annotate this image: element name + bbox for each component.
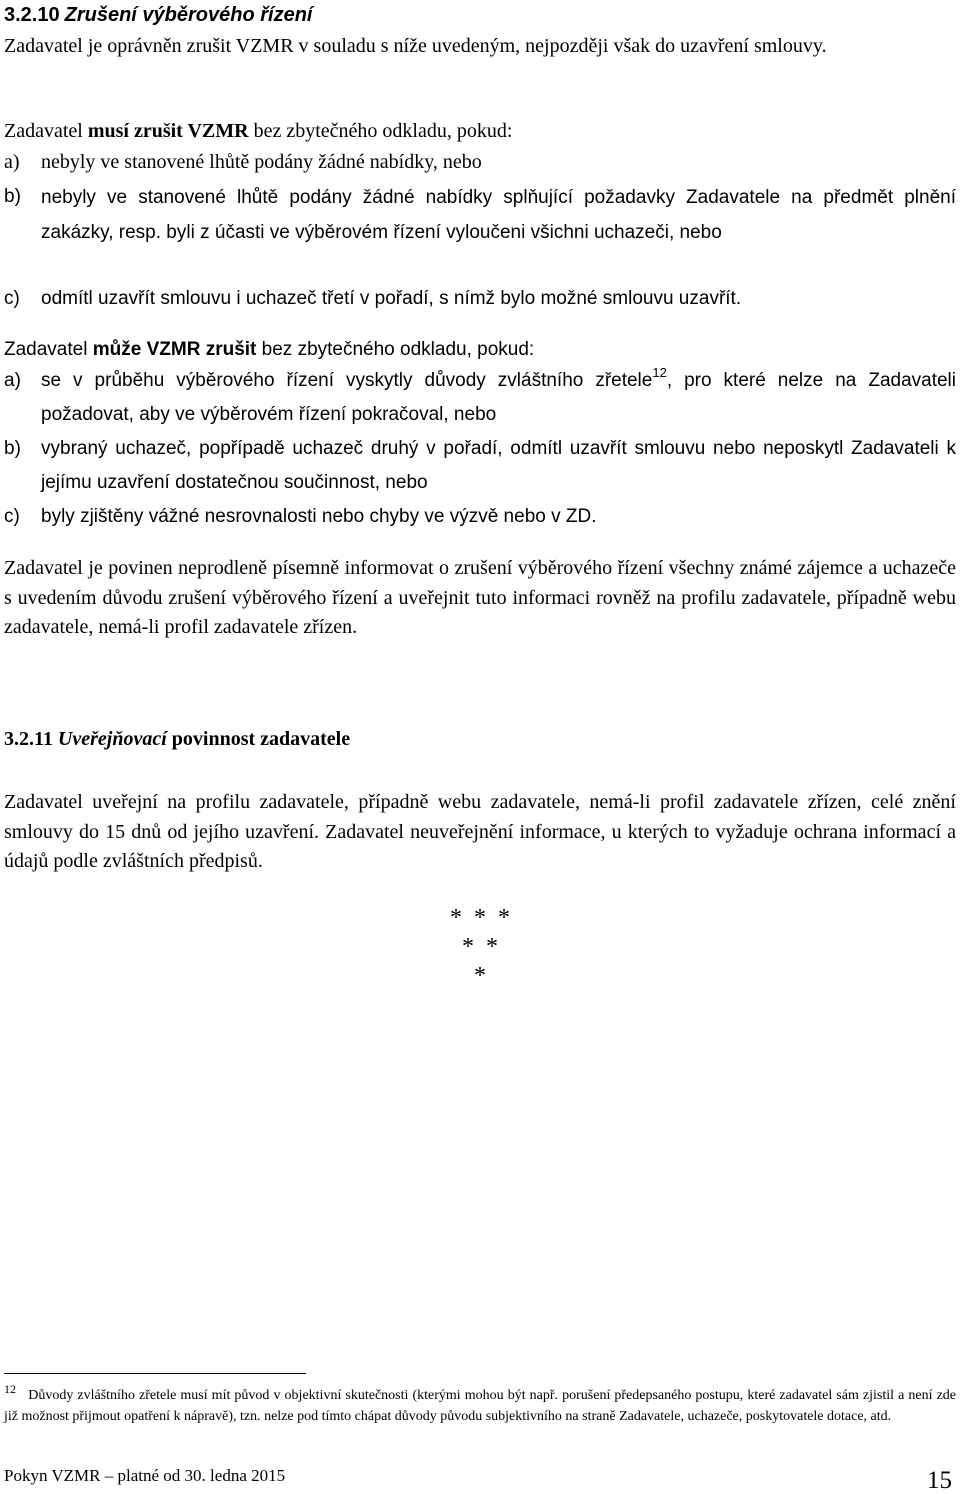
stars-row-3: * [474, 963, 486, 989]
footnote-text: Důvody zvláštního zřetele musí mít původ v objektivní skutečnosti (kterými mohou být např. porušení předepsaného postupu, které zadavatel sám zjistil a není zde již možnost přijmout opatření k nápravě), tzn. nelze pod tímto chápat důvody původu subjektivního na straně Zadavatele, uchazeče, poskytovatele dotace, atd. [4, 1388, 957, 1424]
stars-row-2: * * [462, 934, 498, 960]
section-number: 3.2.11 [4, 728, 53, 750]
document-page [4, 0, 956, 1492]
section-title-italic: Uveřejňovací [57, 728, 167, 750]
section-title: Zrušení výběrového řízení [64, 4, 313, 26]
footnote-12 [4, 1382, 957, 1427]
footnote-separator [4, 1373, 306, 1374]
may-bold: může [92, 339, 142, 360]
may-item-b: b) vybraný uchazeč, popřípadě uchazeč druhý v pořadí, odmítl uzavřít smlouvu nebo neposkytl Zadavateli k jejímu uzavření dostatečnou součinnost, nebo [4, 438, 956, 493]
must-cancel-lead: Zadavatel musí zrušit VZMR bez zbytečného odkladu, pokud: [4, 120, 513, 142]
footnote-mark: 12 [4, 1382, 16, 1396]
intro-paragraph: Zadavatel je oprávněn zrušit VZMR v souladu s níže uvedeným, nejpozději však do uzavření smlouvy. [4, 35, 827, 57]
may-cancel-lead: Zadavatel může VZMR zrušit bez zbytečného odkladu, pokud: [4, 339, 535, 360]
page-number: 15 [927, 1467, 952, 1494]
may-bold-vzmr: VZMR zrušit [146, 339, 257, 360]
section-heading-3-2-11 [4, 726, 350, 752]
publication-paragraph: Zadavatel uveřejní na profilu zadavatele, případně webu zadavatele, nemá-li profil zadavatele zřízen, celé znění smlouvy do 15 dnů od jejího uzavření. Zadavatel neuveřejnění informace, u kterých to vyžaduje ochrana informací a údajů podle zvláštních předpisů. [4, 791, 956, 872]
may-item-a: a) se v průběhu výběrového řízení vyskytly důvody zvláštního zřetele$^{12}$, pro které nelze na Zadavateli požadovat, aby ve výběrovém řízení pokračoval, nebo [4, 365, 957, 425]
must-item-a: a) nebyly ve stanovené lhůtě podány žádné nabídky, nebo [4, 151, 482, 173]
footnote-ref: 12 [652, 365, 667, 380]
may-item-c: c) byly zjištěny vážné nesrovnalosti nebo chyby ve výzvě nebo v ZD. [4, 506, 597, 527]
section-number: 3.2.10 [4, 4, 60, 26]
inform-paragraph: Zadavatel je povinen neprodleně písemně informovat o zrušení výběrového řízení všechny známé zájemce a uchazeče s uvedením důvodu zrušení výběrového řízení a uveřejnit tuto informaci rovněž na profilu zadavatele, případně webu zadavatele, nemá-li profil zadavatele zřízen. [4, 557, 956, 638]
stars-row-1: * * * [450, 905, 510, 931]
must-item-b: b) nebyly ve stanovené lhůtě podány žádné nabídky splňující požadavky Zadavatele na předmět plnění zakázky, resp. byli z účasti ve výběrovém řízení vyloučeni všichni uchazeči, nebo [4, 186, 956, 243]
must-cancel-bold: musí zrušit VZMR [87, 120, 249, 142]
section-heading-3-2-10 [4, 2, 312, 28]
footer-document-name: Pokyn VZMR – platné od 30. ledna 2015 [4, 1466, 286, 1485]
section-title-rest: povinnost zadavatele [166, 728, 351, 750]
must-item-c: c) odmítl uzavřít smlouvu i uchazeč třetí v pořadí, s nímž bylo možné smlouvu uzavřít. [4, 288, 742, 309]
